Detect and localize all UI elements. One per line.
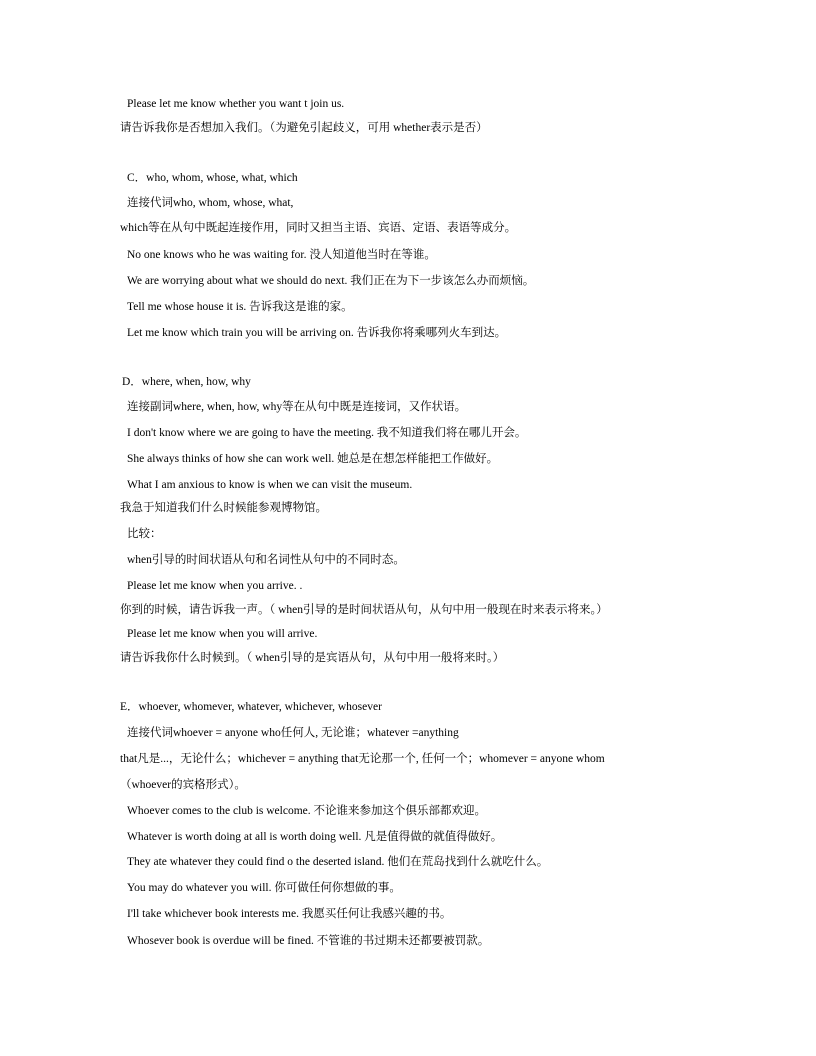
example-sentence: Please let me know when you arrive. .	[127, 580, 303, 592]
section-heading-e: E．whoever, whomever, whatever, whichever, whosever	[120, 701, 382, 713]
translation-line: 请告诉我你是否想加入我们。（为避免引起歧义，可用 whether表示是否）	[120, 122, 488, 134]
explanation-line: 连接代词whoever = anyone who任何人, 无论谁；whatever =anything	[127, 727, 459, 739]
example-sentence: Whosever book is overdue will be fined. 不管谁的书过期未还都要被罚款。	[127, 935, 490, 947]
section-heading-c: C．who, whom, whose, what, which	[127, 172, 298, 184]
explanation-line: （whoever的宾格形式）。	[120, 779, 246, 791]
example-sentence: Whoever comes to the club is welcome. 不论谁来参加这个俱乐部都欢迎。	[127, 805, 486, 817]
example-sentence: Please let me know whether you want t join us.	[127, 98, 345, 110]
example-sentence: No one knows who he was waiting for. 没人知道他当时在等谁。	[127, 249, 436, 261]
example-sentence: She always thinks of how she can work well. 她总是在想怎样能把工作做好。	[127, 453, 499, 465]
example-sentence: I'll take whichever book interests me. 我愿买任何让我感兴趣的书。	[127, 908, 452, 920]
translation-line: 我急于知道我们什么时候能参观博物馆。	[120, 502, 327, 514]
example-sentence: Please let me know when you will arrive.	[127, 628, 318, 640]
example-sentence: They ate whatever they could find o the deserted island. 他们在荒岛找到什么就吃什么。	[127, 856, 549, 868]
translation-line: 你到的时候，请告诉我一声。（ when引导的是时间状语从句，从句中用一般现在时来表示将来。）	[120, 604, 608, 616]
example-sentence: Let me know which train you will be arriving on. 告诉我你将乘哪列火车到达。	[127, 327, 507, 339]
example-sentence: You may do whatever you will. 你可做任何你想做的事。	[127, 882, 401, 894]
example-sentence: Whatever is worth doing at all is worth doing well. 凡是值得做的就值得做好。	[127, 831, 503, 843]
example-sentence: I don't know where we are going to have the meeting. 我不知道我们将在哪儿开会。	[127, 427, 527, 439]
comparison-label: 比较：	[127, 528, 162, 540]
explanation-line: when引导的时间状语从句和名词性从句中的不同时态。	[127, 554, 405, 566]
example-sentence: We are worrying about what we should do next. 我们正在为下一步该怎么办而烦恼。	[127, 275, 535, 287]
explanation-line: that凡是...，无论什么；whichever = anything that无论那一个, 任何一个；whomever = anyone whom	[120, 753, 605, 765]
explanation-line: which等在从句中既起连接作用，同时又担当主语、宾语、定语、表语等成分。	[120, 222, 517, 234]
translation-line: 请告诉我你什么时候到。（ when引导的是宾语从句，从句中用一般将来时。）	[120, 652, 505, 664]
example-sentence: What I am anxious to know is when we can visit the museum.	[127, 479, 413, 491]
example-sentence: Tell me whose house it is. 告诉我这是谁的家。	[127, 301, 353, 313]
section-heading-d: D．where, when, how, why	[122, 376, 251, 388]
explanation-line: 连接副词where, when, how, why等在从句中既是连接词，又作状语。	[127, 401, 467, 413]
explanation-line: 连接代词who, whom, whose, what,	[127, 197, 294, 209]
